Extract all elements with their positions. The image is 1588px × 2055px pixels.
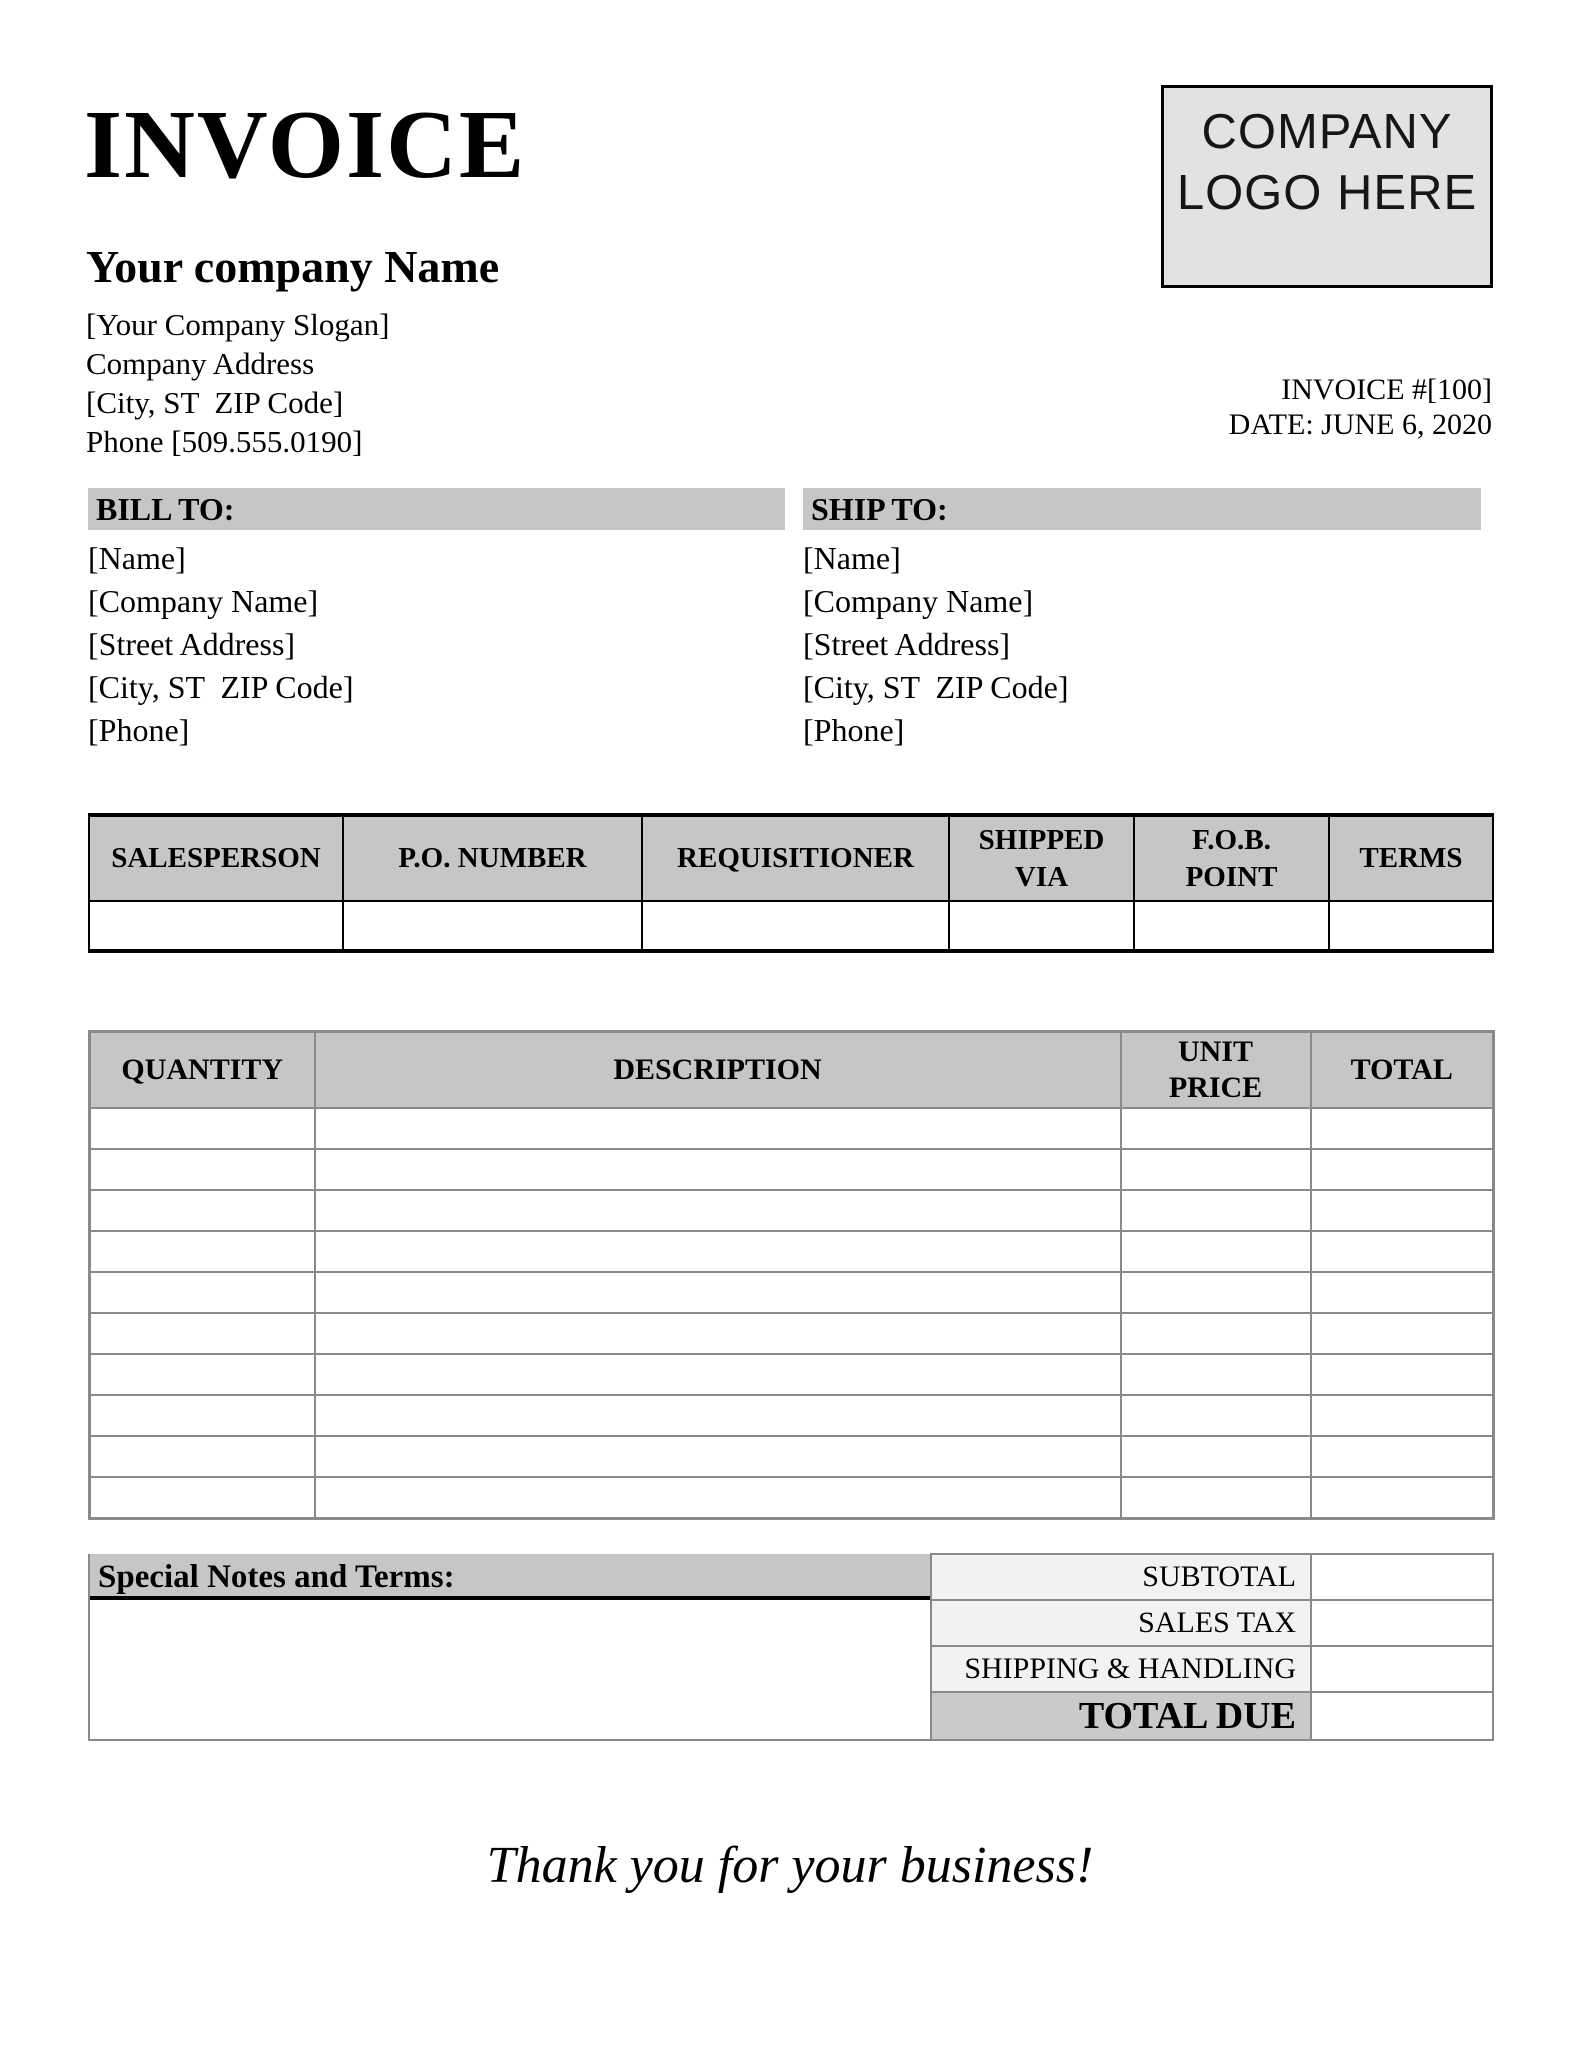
item-cell[interactable] [315,1436,1121,1477]
header-po-number: P.O. NUMBER [343,815,642,901]
shipping-handling-label: SHIPPING & HANDLING [931,1646,1311,1692]
invoice-number: INVOICE #[100] [1281,373,1492,406]
item-cell[interactable] [1121,1231,1311,1272]
page-title: INVOICE [84,91,527,199]
ship-to-street[interactable]: [Street Address] [803,626,1011,662]
item-cell[interactable] [315,1108,1121,1149]
item-row [90,1108,1494,1149]
items-header-row [90,1032,1494,1109]
shipping-handling-value[interactable] [1311,1646,1493,1692]
logo-line-1: COMPANY [1201,105,1453,159]
ship-to-company[interactable]: [Company Name] [803,583,1034,619]
item-cell[interactable] [90,1313,315,1354]
header-description: DESCRIPTION [315,1032,1121,1109]
item-cell[interactable] [1311,1395,1494,1436]
item-cell[interactable] [1311,1313,1494,1354]
invoice-meta [1229,372,1492,442]
info-data-row [89,901,1493,951]
shipped-via-cell[interactable] [949,901,1134,951]
bill-to-street[interactable]: [Street Address] [88,626,296,662]
terms-cell[interactable] [1329,901,1493,951]
company-name: Your company Name [86,241,500,292]
notes-totals-section [88,1553,1494,1741]
sales-tax-value[interactable] [1311,1600,1493,1646]
salesperson-cell[interactable] [89,901,343,951]
item-row [90,1149,1494,1190]
item-cell[interactable] [1311,1231,1494,1272]
shipping-info-table [88,813,1494,953]
item-row [90,1272,1494,1313]
sales-tax-label: SALES TAX [931,1600,1311,1646]
item-cell[interactable] [90,1190,315,1231]
item-cell[interactable] [1121,1272,1311,1313]
ship-to-heading: SHIP TO: [803,488,1481,530]
item-cell[interactable] [315,1190,1121,1231]
company-address: Company Address [86,346,315,381]
header-shipped-via: SHIPPED VIA [949,815,1134,901]
header-total: TOTAL [1311,1032,1494,1109]
item-cell[interactable] [315,1395,1121,1436]
subtotal-label: SUBTOTAL [931,1554,1311,1600]
bill-to-heading: BILL TO: [88,488,785,530]
special-notes-cell [89,1554,931,1740]
item-cell[interactable] [1121,1313,1311,1354]
item-cell[interactable] [315,1313,1121,1354]
items-body [90,1108,1494,1518]
fob-point-cell[interactable] [1134,901,1329,951]
bill-to-lines [88,537,785,752]
item-cell[interactable] [315,1231,1121,1272]
item-cell[interactable] [1121,1190,1311,1231]
company-logo-placeholder[interactable] [1161,85,1493,288]
item-cell[interactable] [315,1272,1121,1313]
item-row [90,1231,1494,1272]
ship-to-city[interactable]: [City, ST ZIP Code] [803,669,1069,705]
total-due-value[interactable] [1311,1692,1493,1740]
logo-line-2: LOGO HERE [1176,166,1478,220]
item-row [90,1190,1494,1231]
item-cell[interactable] [90,1436,315,1477]
item-cell[interactable] [1311,1354,1494,1395]
item-row [90,1313,1494,1354]
ship-to-block [803,488,1481,752]
bill-to-company[interactable]: [Company Name] [88,583,319,619]
item-cell[interactable] [90,1108,315,1149]
ship-to-lines [803,537,1481,752]
item-cell[interactable] [90,1231,315,1272]
ship-to-name[interactable]: [Name] [803,540,901,576]
item-row [90,1354,1494,1395]
total-due-label: TOTAL DUE [931,1692,1311,1740]
header-unit-price: UNIT PRICE [1121,1032,1311,1109]
item-cell[interactable] [315,1477,1121,1518]
special-notes-content[interactable] [90,1600,930,1734]
special-notes-heading: Special Notes and Terms: [90,1554,930,1600]
po-number-cell[interactable] [343,901,642,951]
company-block [86,240,499,461]
item-cell[interactable] [90,1354,315,1395]
item-cell[interactable] [1311,1477,1494,1518]
company-slogan: [Your Company Slogan] [86,307,390,342]
item-cell[interactable] [1121,1108,1311,1149]
line-items-table [88,1030,1495,1520]
header-quantity: QUANTITY [90,1032,315,1109]
header-salesperson: SALESPERSON [89,815,343,901]
item-cell[interactable] [90,1149,315,1190]
item-cell[interactable] [1121,1395,1311,1436]
parties-section [88,488,1492,752]
item-cell[interactable] [1311,1149,1494,1190]
ship-to-phone[interactable]: [Phone] [803,712,905,748]
item-cell[interactable] [1311,1272,1494,1313]
item-row [90,1395,1494,1436]
bill-to-block [88,488,785,752]
company-city: [City, ST ZIP Code] [86,385,344,420]
bill-to-phone[interactable]: [Phone] [88,712,190,748]
thank-you-message: Thank you for your business! [486,1837,1094,1894]
item-cell[interactable] [1121,1354,1311,1395]
bill-to-city[interactable]: [City, ST ZIP Code] [88,669,354,705]
header-terms: TERMS [1329,815,1493,901]
item-cell[interactable] [1311,1108,1494,1149]
item-cell[interactable] [315,1149,1121,1190]
item-cell[interactable] [1311,1436,1494,1477]
requisitioner-cell[interactable] [642,901,949,951]
company-phone: Phone [509.555.0190] [86,424,363,459]
header-requisitioner: REQUISITIONER [642,815,949,901]
header-fob-point: F.O.B. POINT [1134,815,1329,901]
item-cell[interactable] [1121,1149,1311,1190]
item-cell[interactable] [90,1272,315,1313]
bill-to-name[interactable]: [Name] [88,540,186,576]
item-cell[interactable] [1121,1477,1311,1518]
item-cell[interactable] [1311,1190,1494,1231]
item-cell[interactable] [90,1477,315,1518]
item-row [90,1477,1494,1518]
subtotal-value[interactable] [1311,1554,1493,1600]
item-cell[interactable] [90,1395,315,1436]
invoice-date: DATE: JUNE 6, 2020 [1228,408,1492,441]
item-row [90,1436,1494,1477]
info-header-row [89,815,1493,901]
item-cell[interactable] [1121,1436,1311,1477]
item-cell[interactable] [315,1354,1121,1395]
